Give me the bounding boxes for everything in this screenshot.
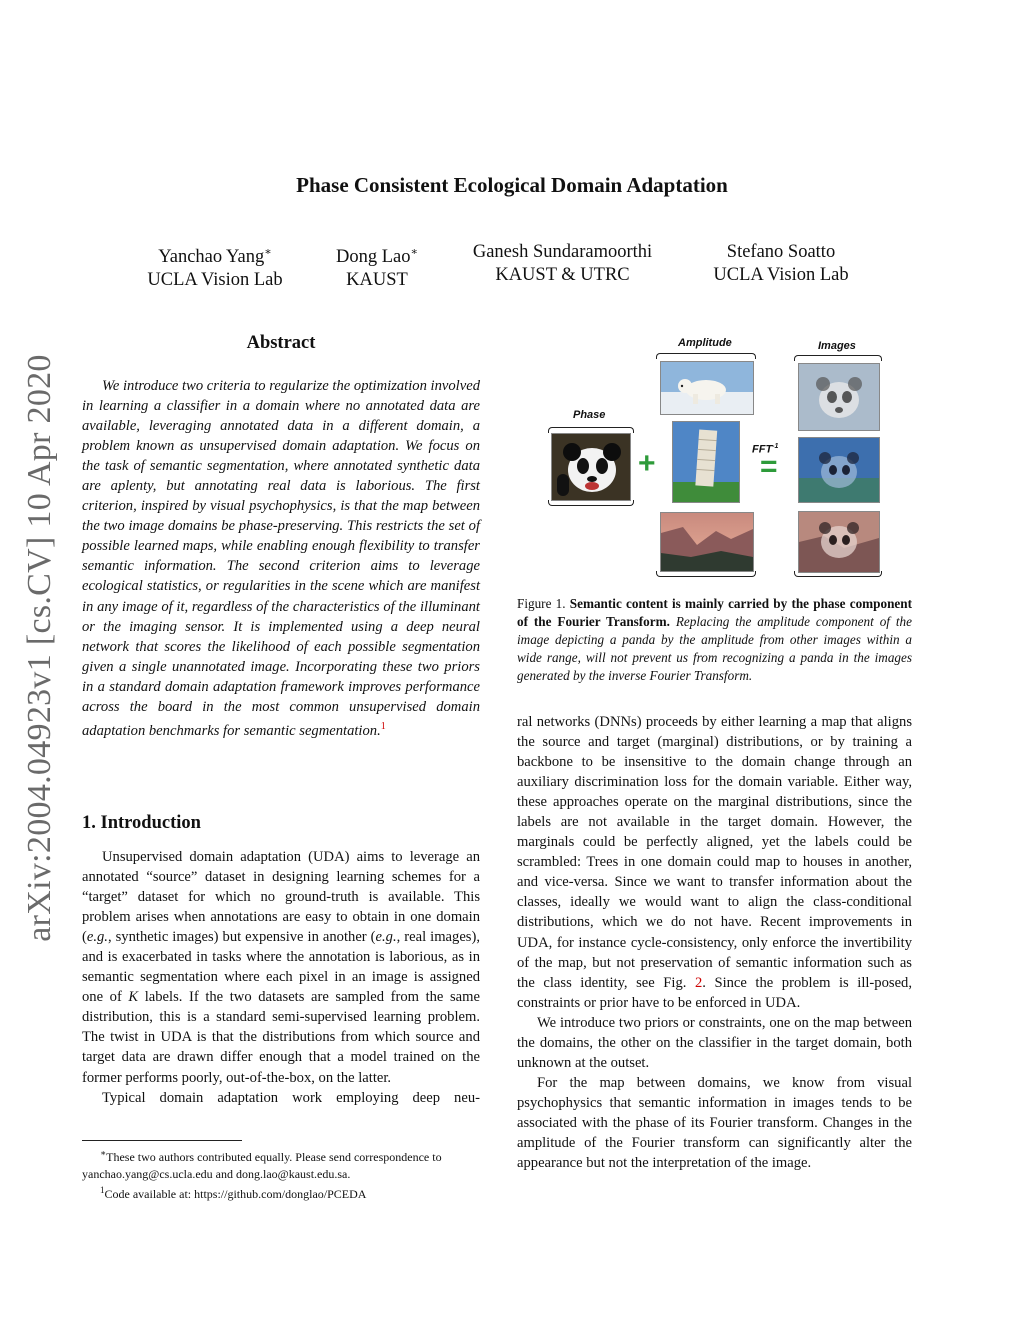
- footnote: ∗These two authors contributed equally. Please send correspondence to yanchao.yang@cs.ucla.edu and dong.lao@kaust.edu.sa.: [82, 1148, 442, 1181]
- author-affiliation: KAUST & UTRC: [495, 265, 630, 285]
- abstract-text: [82, 376, 480, 741]
- bracket: [656, 353, 756, 359]
- caption-text: Replacing the amplitude component of the image depicting a panda by the amplitude from other images within a wide range, will not prevent us from recognizing a panda in the images generated by the inverse Fourier Transform.: [517, 614, 912, 683]
- abstract-heading: Abstract: [246, 333, 316, 353]
- arxiv-stamp: arXiv:2004.04923v1 [cs.CV] 10 Apr 2020: [21, 354, 58, 942]
- figure-1-caption: [517, 595, 912, 685]
- polar-bear-image: [660, 361, 754, 415]
- figure-label-amplitude: Amplitude: [678, 337, 732, 349]
- right-column-text: [517, 712, 912, 1173]
- figure-label-phase: Phase: [573, 409, 606, 421]
- author-name: Ganesh Sundaramoorthi: [472, 242, 653, 262]
- caption-label: Figure 1.: [517, 596, 566, 611]
- author-affiliation: UCLA Vision Lab: [147, 270, 283, 291]
- author-affiliation: KAUST: [346, 270, 408, 291]
- equals-sign: =: [760, 450, 778, 483]
- paper-title: Phase Consistent Ecological Domain Adaptation: [296, 173, 728, 197]
- caption-bold: Semantic content is mainly carried by the phase component of the Fourier Transform.: [517, 596, 912, 629]
- author-name: Stefano Soatto: [726, 242, 836, 262]
- paragraph: ral networks (DNNs) proceeds by either learning a map that aligns the source and target (marginal) distributions, or by training a backbone to be insensitive to the domain change through an auxiliary discrimination loss for the domain variable. Either way, these approaches operate on the marginal distributions, since the labels are not available in the target domain. However, the marginals could be perfectly aligned, yet the labels could be scrambled: Trees in one domain could map to houses in another, and vice-versa. Since we want to transfer information about the classes, ideally we would want to align the class-conditional distributions, which we do not have. Recent improvements in UDA, for instance cycle-consistency, only enforce the invertibility of the map, but not preservation of semantic information such as the class identity, see Fig. 2. Since the problem is ill-posed, constraints or prior have to be enforced in UDA.: [517, 714, 912, 1011]
- author-block: [696, 241, 866, 287]
- result-image-2: [798, 437, 880, 503]
- bracket: [794, 355, 882, 361]
- footnote-link[interactable]: 1: [380, 720, 386, 732]
- result-image-1: [798, 363, 880, 431]
- tower-image: [672, 421, 740, 503]
- author-mark: ∗: [264, 246, 272, 258]
- author-block: [322, 241, 432, 292]
- author-name: Yanchao Yang: [158, 247, 265, 268]
- result-image-3: [798, 511, 880, 573]
- valley-image: [660, 512, 754, 572]
- author-name: Dong Lao: [336, 247, 411, 268]
- figure-1: [540, 335, 920, 585]
- footnote-rule: [82, 1140, 242, 1141]
- paragraph: For the map between domains, we know from visual psychophysics that semantic information in images tends to be associated with the phase of its Fourier transform. Changes in the amplitude of the Fourier transform can significantly alter the appearance but not the interpretation of the image.: [517, 1074, 912, 1172]
- section-heading-introduction: 1. Introduction: [82, 813, 201, 833]
- paragraph: We introduce two priors or constraints, one on the map between the domains, the other on the classifier in the target domain, both unknown at the outset.: [517, 1014, 912, 1071]
- author-affiliation: UCLA Vision Lab: [713, 265, 849, 285]
- author-mark: ∗: [410, 246, 418, 258]
- paragraph: Typical domain adaptation work employing deep neu-: [102, 1089, 480, 1106]
- author-block: [130, 241, 300, 292]
- figure-ref-link[interactable]: 2: [694, 974, 703, 991]
- paragraph: Unsupervised domain adaptation (UDA) aims to leverage an annotated “source” dataset in designing learning schemes for a “target” dataset for which no ground-truth is available. This problem arises when annotations are easy to obtain in one domain (e.g., synthetic images) but expensive in another (e.g., real images), and is exacerbated in tasks where the annotation is laborious, as in semantic segmentation where each pixel in an image is assigned one of K labels. If the two datasets are sampled from the same distribution, this is a standard semi-supervised learning problem. The twist in UDA is that the distributions from which source and target data are drawn differ enough that a model trained on the former performs poorly, out-of-the-box, on the latter.: [82, 849, 480, 1086]
- introduction-text: [82, 847, 480, 1108]
- footnote: $^1$Code available at: https://github.com/donglao/PCEDA: [100, 1185, 367, 1201]
- author-block: [455, 241, 670, 287]
- abstract-body: We introduce two criteria to regularize the optimization involved in learning a classifier in a domain where no annotated data are available, leveraging annotated data in a different domain, a problem known as unsupervised domain adaptation. We focus on the task of semantic segmentation, where annotated synthetic data are aplenty, but annotating real data is laborious. The first criterion, inspired by visual psychophysics, is that the map between the two image domains be phase-preserving. This restricts the set of possible learned maps, while enabling enough flexibility to transfer semantic information. The second criterion aims to leverage ecological statistics, or regularities in the scene which are manifest in any image of it, regardless of the characteristics of the illuminant or the imaging sensor. It is implemented using a deep neural network that scores the likelihood of each possible segmentation given a single unannotated image. Incorporating these two priors in a standard domain adaptation framework improves performance across the board in the most common unsupervised domain adaptation benchmarks for semantic segmentation.: [82, 378, 480, 739]
- panda-image: [551, 433, 631, 501]
- fft-label: $FFT^{-1}$: [752, 443, 779, 456]
- figure-label-images: Images: [818, 340, 856, 352]
- footnotes: [82, 1145, 480, 1203]
- plus-sign: +: [638, 447, 656, 480]
